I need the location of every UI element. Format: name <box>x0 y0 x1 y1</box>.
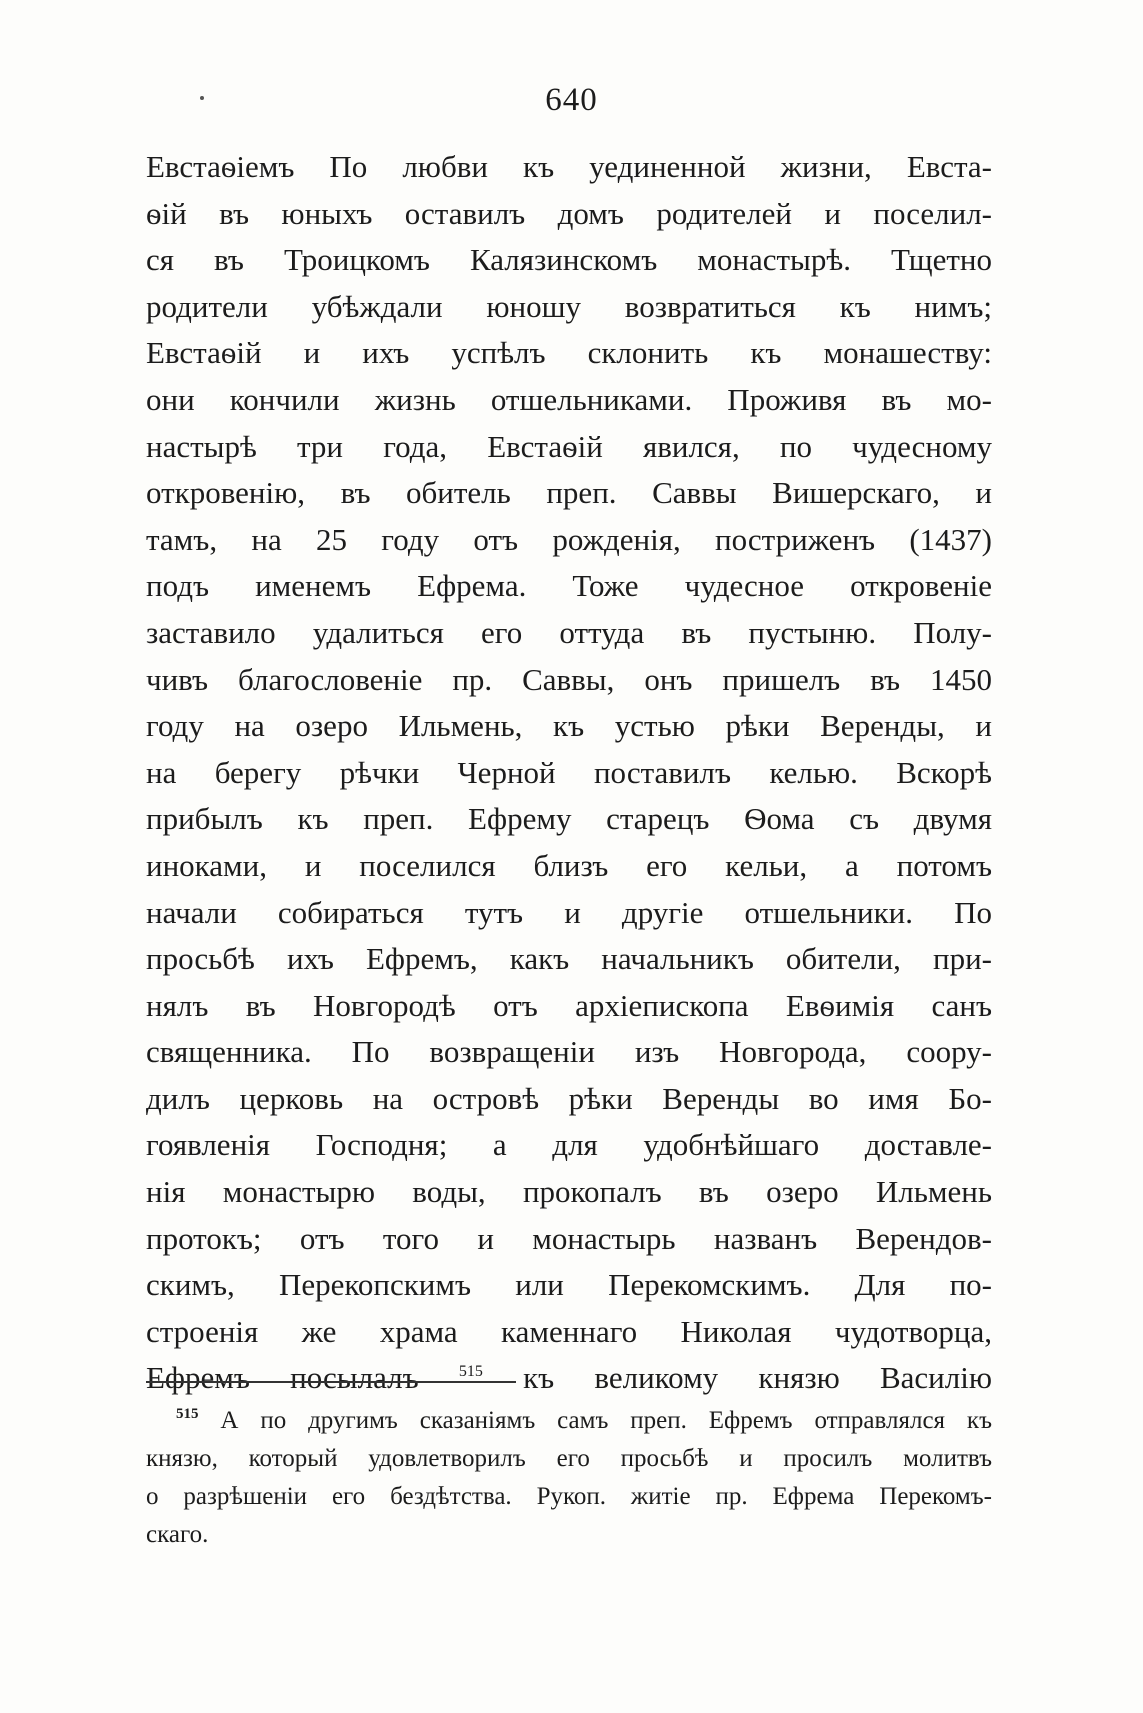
text-line: родители убѣждали юношу возвратиться къ нимъ; <box>146 288 992 324</box>
text-line: году на озеро Ильмень, къ устью рѣки Веренды, и <box>146 708 992 744</box>
text-line: протокъ; отъ того и монастырь названъ Верендов- <box>146 1220 992 1256</box>
text-fragment: къ великому князю Василію <box>523 1360 992 1396</box>
footnote-marker: 515 <box>176 1406 199 1422</box>
text-line: строенія же храма каменнаго Николая чудотворца, <box>146 1313 992 1349</box>
footnote-line: князю, который удовлетворилъ его просьбѣ и просилъ молитвъ <box>146 1445 992 1472</box>
text-line: на берегу рѣчки Черной поставилъ келью. Вскорѣ <box>146 754 992 790</box>
text-line: они кончили жизнь отшельниками. Проживя въ мо- <box>146 381 992 417</box>
text-line-last <box>146 1355 992 1402</box>
text-line: подъ именемъ Ефрема. Тоже чудесное откровеніе <box>146 568 992 604</box>
text-line: заставило удалиться его оттуда въ пустыню. Полу- <box>146 614 992 650</box>
text-line: настырѣ три года, Евстаѳій явился, по чудесному <box>146 428 992 464</box>
text-line: Евстаѳіемъ По любви къ уединенной жизни, Евста- <box>146 149 992 184</box>
body-text <box>146 144 992 1402</box>
text-line: Евстаѳій и ихъ успѣлъ склонить къ монашеству: <box>146 335 992 371</box>
footnote-line <box>146 1402 992 1440</box>
footnote-line: скаго. <box>146 1521 209 1548</box>
text-line: просьбѣ ихъ Ефремъ, какъ начальникъ обители, при- <box>146 941 992 977</box>
text-line: иноками, и поселился близъ его кельи, а потомъ <box>146 847 992 883</box>
text-fragment: Ефремъ посылалъ <box>146 1360 419 1396</box>
footnote <box>146 1402 992 1554</box>
text-line: нія монастырю воды, прокопалъ въ озеро Ильмень <box>146 1174 992 1210</box>
text-line: тамъ, на 25 году отъ рожденія, постриженъ (1437) <box>146 521 992 557</box>
footnote-line: о разрѣшеніи его бездѣтства. Рукоп. житіе пр. Ефрема Перекомъ- <box>146 1483 992 1510</box>
footnote-reference: 515 <box>458 1363 483 1381</box>
text-line: чивъ благословеніе пр. Саввы, онъ пришелъ въ 1450 <box>146 661 992 697</box>
text-line: священника. По возвращеніи изъ Новгорода, соору- <box>146 1034 992 1070</box>
text-line: откровенію, въ обитель преп. Саввы Вишерскаго, и <box>146 475 992 511</box>
text-line: ся въ Троицкомъ Калязинскомъ монастырѣ. Тщетно <box>146 242 992 278</box>
text-line: скимъ, Перекопскимъ или Перекомскимъ. Для по- <box>146 1267 992 1303</box>
footnote-text: А по другимъ сказаніямъ самъ преп. Ефремъ отправлялся къ <box>220 1407 992 1434</box>
text-line: начали собираться тутъ и другіе отшельники. По <box>146 894 992 930</box>
page-number: 640 <box>545 82 598 118</box>
text-line: прибылъ къ преп. Ефрему старецъ Ѳома съ двумя <box>146 801 992 837</box>
text-line: нялъ въ Новгородѣ отъ архіепископа Евѳимія санъ <box>146 987 992 1023</box>
text-line: ѳій въ юныхъ оставилъ домъ родителей и поселил- <box>146 195 992 231</box>
text-line: гоявленія Господня; а для удобнѣйшаго доставле- <box>146 1127 992 1163</box>
text-line: дилъ церковь на островѣ рѣки Веренды во имя Бо- <box>146 1080 992 1116</box>
footnote-rule <box>146 1381 516 1383</box>
